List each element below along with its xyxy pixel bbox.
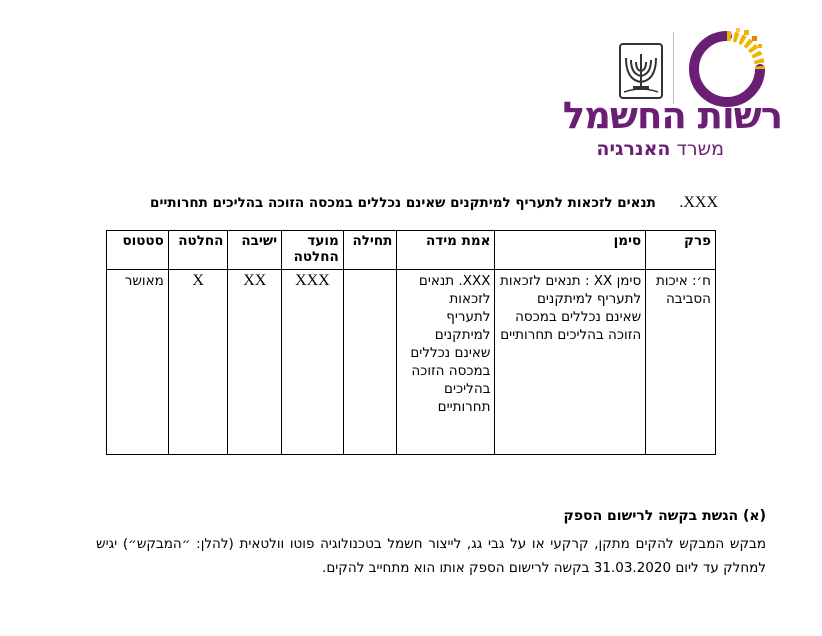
- header-measure: אמת מידה: [397, 231, 495, 270]
- section-number: XXX.: [679, 194, 718, 211]
- header-effective: תחילה: [343, 231, 397, 270]
- state-emblem-menorah-icon: [618, 42, 664, 100]
- header-decision-date: מועד החלטה: [282, 231, 344, 270]
- cell-effective: [343, 270, 397, 455]
- header-session: ישיבה: [228, 231, 282, 270]
- ministry-prefix: משרד: [670, 138, 724, 160]
- section-title-text: תנאים לזכאות לתעריף למיתקנים שאינם נכללים במכסה הזוכה בהליכים תחרותיים: [150, 195, 656, 211]
- cell-session: XX: [228, 270, 282, 455]
- header-chapter: פרק: [646, 231, 716, 270]
- section-title: [98, 193, 718, 213]
- subsection-title: (א) הגשת בקשה לרישום הספק: [563, 508, 766, 524]
- subsection-paragraph: מבקש המבקש להקים מתקן, קרקעי או על גבי גג, לייצור חשמל בטכנולוגיה פוטו וולטאית (להלן: ״המבקש״) יגיש למחלק עד ליום 31.03.2020 בקשה לרישום הספק אותו הוא מתחייב להקים.: [96, 536, 766, 576]
- table-row: [107, 270, 716, 455]
- cell-symbol: סימן XX : תנאים לזכאות לתעריף למיתקנים שאינם נכללים במכסה הזוכה בהליכים תחרותיים: [495, 270, 646, 455]
- header-status: סטטוס: [107, 231, 169, 270]
- cell-status: מאושר: [107, 270, 169, 455]
- header-symbol: סימן: [495, 231, 646, 270]
- page-header: [542, 14, 782, 164]
- regulation-table: [106, 230, 716, 455]
- cell-chapter: ח׳: איכות הסביבה: [646, 270, 716, 455]
- org-name: רשות החשמל: [562, 94, 782, 137]
- cell-decision: X: [168, 270, 228, 455]
- header-decision: החלטה: [168, 231, 228, 270]
- ministry-name: [596, 138, 724, 160]
- cell-measure: XXX. תנאים לזכאות לתעריף למיתקנים שאינם נכללים במכסה הזוכה בהליכים תחרותיים: [397, 270, 495, 455]
- cell-decision-date: XXX: [282, 270, 344, 455]
- ministry-bold: האנרגיה: [596, 138, 671, 160]
- table-header-row: [107, 231, 716, 270]
